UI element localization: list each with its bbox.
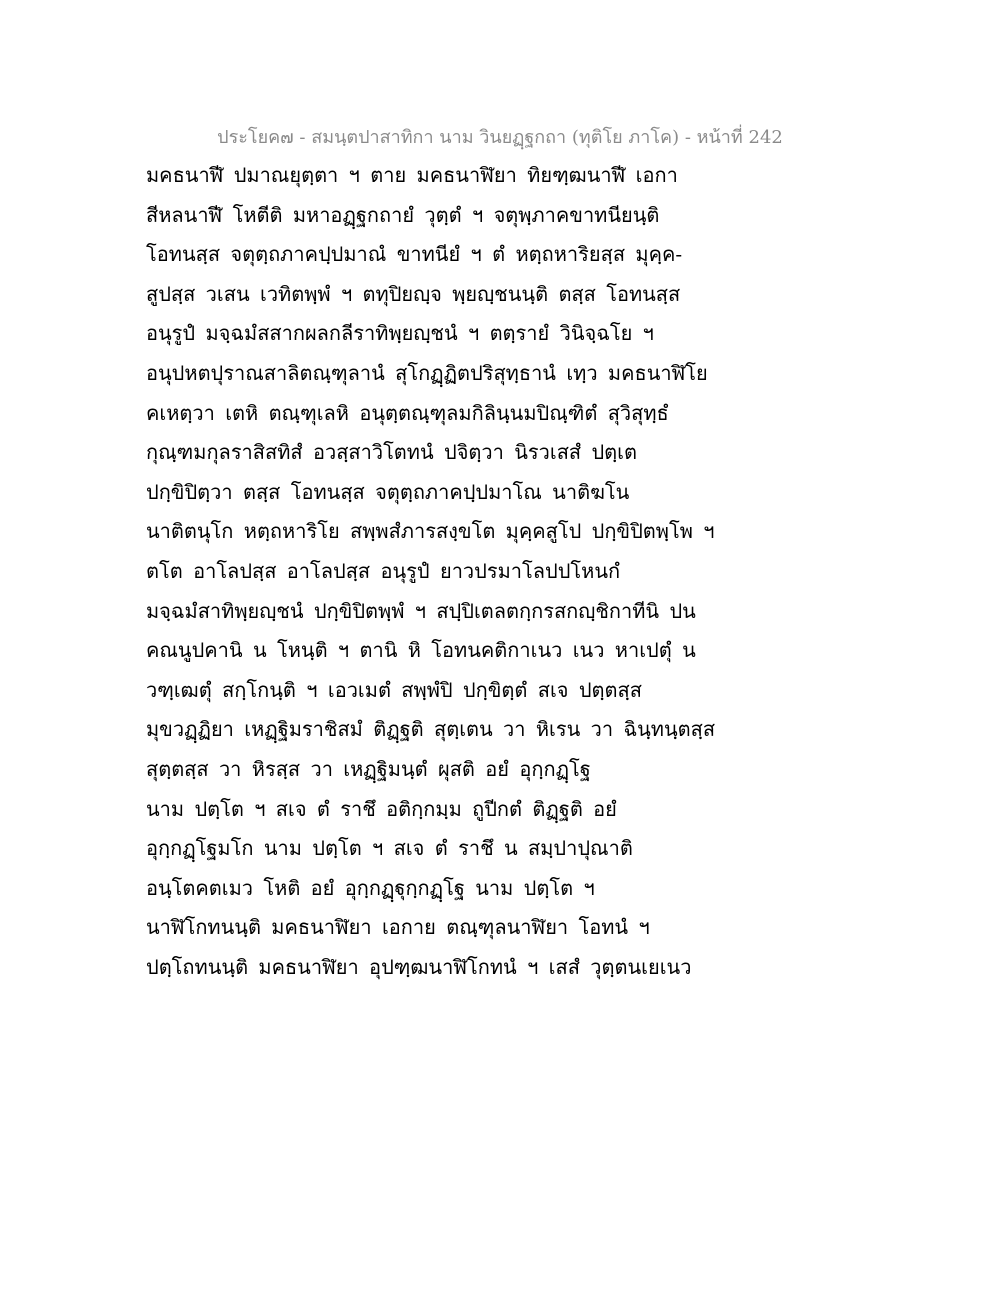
text-line: ปกฺขิปิตฺวา ตสฺส โอทนสฺส จตุตฺถภาคปฺปมาโณ นาติฆโน (146, 479, 630, 504)
text-line: สีหลนาฬี โหตีติ มหาอฏฺฐกถายํ วุตฺตํ ฯ จตุพฺภาคขาทนียนฺติ (146, 202, 660, 227)
text-line: มุขวฏฺฏิยา เหฏฺฐิมราชิสมํ ติฏฺฐติ สุตฺเตน วา หิเรน วา ฉินฺทนฺตสฺส (146, 717, 716, 742)
text-line: อุกฺกฏฺโฐมโก นาม ปตฺโต ฯ สเจ ตํ ราชึ น สมฺปาปุณาติ (146, 836, 633, 861)
text-line: กุณฺฑมกุลราสิสทิสํ อวสฺสาวิโตทนํ ปจิตฺวา นิรวเสสํ ปตฺเต (146, 440, 637, 465)
text-line: สูปสฺส วเสน เวทิตพฺพํ ฯ ตทุปิยญฺจ พฺยญฺชนนฺติ ตสฺส โอทนสฺส (146, 281, 681, 306)
text-line: มคธนาฬี ปมาณยุตฺตา ฯ ตาย มคธนาฬิยา ทิยฑฺฒนาฬี เอกา (146, 163, 678, 187)
text-line: มจฺฉมํสาทิพฺยญฺชนํ ปกฺขิปิตพฺพํ ฯ สปฺปิเตลตกฺกรสกญฺชิกาทีนิ ปน (146, 598, 696, 623)
text-line: นาฬิโกทนนฺติ มคธนาฬิยา เอกาย ตณฺฑุลนาฬิยา โอทนํ ฯ (146, 915, 650, 940)
text-line: ปตฺโถทนนฺติ มคธนาฬิยา อุปฑฺฒนาฬิโกทนํ ฯ เสสํ วุตฺตนเยเนว (146, 954, 692, 979)
text-line: โอทนสฺส จตุตฺถภาคปฺปมาณํ ขาทนียํ ฯ ตํ หตฺถหาริยสฺส มุคฺค- (146, 242, 683, 267)
text-line: นาติตนุโก หตฺถหาริโย สพฺพสํภารสงฺขโต มุคฺคสูโป ปกฺขิปิตพฺโพ ฯ (146, 519, 715, 544)
text-line: คเหตฺวา เตหิ ตณฺฑุเลหิ อนุตฺตณฺฑุลมกิลินฺนมปิณฺฑิตํ สุวิสุทฺธํ (146, 400, 669, 425)
text-line: สุตฺตสฺส วา หิรสฺส วา เหฏฺฐิมนฺตํ ผุสติ อยํ อุกฺกฏฺโฐ (146, 756, 591, 781)
text-line: วฑฺเฒตุํ สกฺโกนฺติ ฯ เอวเมตํ สพฺพํปิ ปกฺขิตฺตํ สเจ ปตฺตสฺส (146, 677, 642, 702)
page-header: ประโยค๗ - สมนฺตปาสาทิกา นาม วินยฏฺฐกถา (ทุติโย ภาโค) - หน้าที่ 242 (217, 127, 783, 148)
text-line: ตโต อาโลปสฺส อาโลปสฺส อนุรูปํ ยาวปรมาโลปปโหนกํ (146, 558, 621, 583)
text-line: คณนูปคานิ น โหนฺติ ฯ ตานิ หิ โอทนคติกาเนว เนว หาเปตุํ น (146, 638, 696, 663)
text-line: นาม ปตฺโต ฯ สเจ ตํ ราชึ อติกฺกมฺม ถูปีกตํ ติฏฺฐติ อยํ (146, 796, 617, 821)
text-line: อนฺโตคตเมว โหติ อยํ อุกฺกฏฺฐุกฺกฏฺโฐ นาม ปตฺโต ฯ (146, 875, 595, 900)
text-line: อนุรูปํ มจฺฉมํสสากผลกลีราทิพฺยญฺชนํ ฯ ตตฺรายํ วินิจฺฉโย ฯ (146, 321, 654, 346)
text-line: อนุปหตปุราณสาลิตณฺฑุลานํ สุโกฏฺฏิตปริสุทฺธานํ เทฺว มคธนาฬิโย (146, 360, 708, 385)
body-text (146, 158, 846, 989)
